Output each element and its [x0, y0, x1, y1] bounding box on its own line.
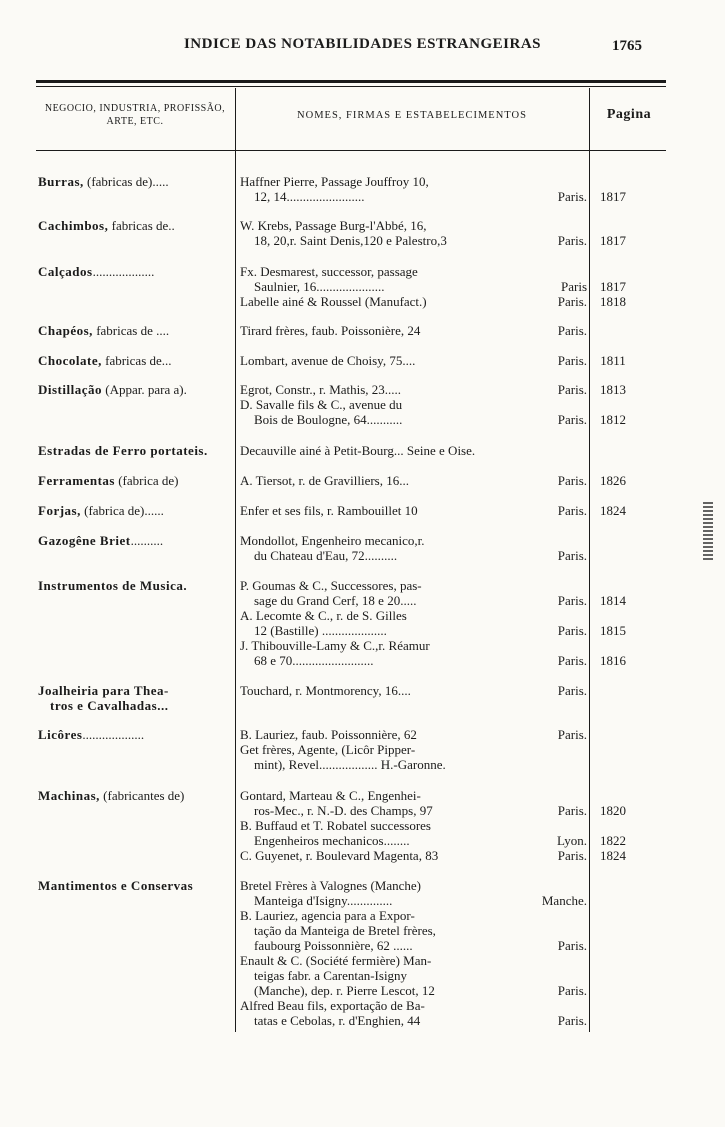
- entry-name-line: Haffner Pierre, Passage Jouffroy 10,: [240, 174, 429, 189]
- entry-page-number: 1824: [600, 848, 626, 863]
- entry-name-line: Saulnier, 16.....................: [254, 279, 385, 294]
- entry-name-line: Tirard frères, faub. Poissonière, 24: [240, 323, 421, 338]
- entry-name-line: Enfer et ses fils, r. Rambouillet 10: [240, 503, 418, 518]
- entry-city: Paris.: [557, 473, 587, 488]
- category-name: Estradas de Ferro portateis.: [38, 443, 208, 458]
- entry-page-number: 1817: [600, 189, 626, 204]
- entry-page-number: 1824: [600, 503, 626, 518]
- category-name: Gazogêne Briet: [38, 533, 131, 548]
- entry-category: [38, 878, 234, 893]
- entry-name-line: mint), Revel.................. H.-Garonne.: [254, 757, 446, 772]
- entry-category: [38, 683, 234, 698]
- entry-city: Paris.: [557, 938, 587, 953]
- entry-category: [38, 727, 234, 742]
- entry-category: [38, 788, 234, 803]
- category-name: Joalheiria para Thea-: [38, 683, 169, 698]
- entry-name-line: ros-Mec., r. N.-D. des Champs, 97: [254, 803, 433, 818]
- entry-page-number: 1814: [600, 593, 626, 608]
- entry-name-line: Egrot, Constr., r. Mathis, 23.....: [240, 382, 402, 397]
- entry-page-number: 1811: [600, 353, 626, 368]
- entry-category: [38, 533, 234, 548]
- entry-name-line: B. Lauriez, faub. Poissonnière, 62: [240, 727, 417, 742]
- entry-city: Lyon.: [557, 833, 587, 848]
- entry-name-line: C. Guyenet, r. Boulevard Magenta, 83: [240, 848, 439, 863]
- entry-category: [38, 578, 234, 593]
- entry-category: [38, 174, 234, 189]
- category-name: Chapéos,: [38, 323, 93, 338]
- entry-name-line: 12, 14........................: [254, 189, 365, 204]
- category-name: Instrumentos de Musica.: [38, 578, 188, 593]
- category-detail: (fabricantes de): [99, 788, 185, 803]
- entry-city: Paris.: [557, 233, 587, 248]
- entry-name-line: sage du Grand Cerf, 18 e 20.....: [254, 593, 417, 608]
- entry-city: Paris.: [557, 353, 587, 368]
- entry-name-line: Bois de Boulogne, 64...........: [254, 412, 403, 427]
- entry-category: [38, 264, 234, 279]
- entry-city: Paris.: [557, 727, 587, 742]
- category-name: Burras,: [38, 174, 84, 189]
- entry-name-line: Gontard, Marteau & C., Engenhei-: [240, 788, 421, 803]
- entry-name-line: W. Krebs, Passage Burg-l'Abbé, 16,: [240, 218, 427, 233]
- entry-city: Paris.: [557, 503, 587, 518]
- entry-category: [38, 218, 234, 233]
- ink-smudge: [703, 500, 713, 560]
- category-detail: fabricas de ....: [92, 323, 170, 338]
- column-divider-1: [235, 88, 236, 1032]
- entry-name-line: Enault & C. (Société fermière) Man-: [240, 953, 432, 968]
- entry-page-number: 1816: [600, 653, 626, 668]
- category-detail: fabricas de...: [101, 353, 172, 368]
- entry-city: Paris.: [557, 189, 587, 204]
- entry-page-number: 1826: [600, 473, 626, 488]
- entry-name-line: teigas fabr. a Carentan-Isigny: [254, 968, 408, 983]
- entry-city: Paris.: [557, 653, 587, 668]
- entry-city: Paris.: [557, 412, 587, 427]
- entry-category: [38, 323, 234, 338]
- category-detail: (fabricas de).....: [83, 174, 169, 189]
- entry-name-line: Manteiga d'Isigny..............: [254, 893, 393, 908]
- entry-name-line: (Manche), dep. r. Pierre Lescot, 12: [254, 983, 435, 998]
- entry-name-line: D. Savalle fils & C., avenue du: [240, 397, 403, 412]
- category-detail: (fabrica de): [114, 473, 179, 488]
- entry-name-line: P. Goumas & C., Successores, pas-: [240, 578, 422, 593]
- entry-name-line: B. Buffaud et T. Robatel successores: [240, 818, 431, 833]
- entry-name-line: A. Lecomte & C., r. de S. Gilles: [240, 608, 407, 623]
- entry-page-number: 1813: [600, 382, 626, 397]
- entry-city: Paris.: [557, 848, 587, 863]
- entry-page-number: 1817: [600, 279, 626, 294]
- entry-city: Paris.: [557, 294, 587, 309]
- entry-city: Paris.: [557, 683, 587, 698]
- entry-page-number: 1822: [600, 833, 626, 848]
- entry-name-line: 68 e 70.........................: [254, 653, 374, 668]
- category-name: Chocolate,: [38, 353, 102, 368]
- header-rule-thin: [36, 86, 666, 87]
- entry-city: Paris.: [557, 983, 587, 998]
- entry-name-line: Touchard, r. Montmorency, 16....: [240, 683, 411, 698]
- page-title: INDICE DAS NOTABILIDADES ESTRANGEIRAS: [183, 36, 542, 52]
- category-name: Forjas,: [38, 503, 81, 518]
- entry-city: Paris.: [557, 1013, 587, 1028]
- entry-name-line: Fx. Desmarest, successor, passage: [240, 264, 418, 279]
- entry-page-number: 1817: [600, 233, 626, 248]
- entry-name-line: 12 (Bastille) ....................: [254, 623, 387, 638]
- entry-page-number: 1818: [600, 294, 626, 309]
- category-name: Ferramentas: [38, 473, 115, 488]
- entry-category: [38, 353, 234, 368]
- entry-name-line: 18, 20,r. Saint Denis,120 e Palestro,3: [254, 233, 447, 248]
- entry-city: Paris: [561, 279, 587, 294]
- entry-category: [38, 443, 234, 458]
- entry-name-line: J. Thibouville-Lamy & C.,r. Réamur: [240, 638, 430, 653]
- column-header-trade: NEGOCIO, INDUSTRIA, PROFISSÃO, ARTE, ETC.: [44, 103, 226, 127]
- entry-city: Manche.: [541, 893, 587, 908]
- category-name: Machinas,: [38, 788, 100, 803]
- entry-city: Paris.: [557, 323, 587, 338]
- entry-page-number: 1812: [600, 412, 626, 427]
- entry-category: [38, 382, 234, 397]
- entry-name-line: tação da Manteiga de Bretel frères,: [254, 923, 436, 938]
- category-detail: fabricas de..: [108, 218, 175, 233]
- entry-name-line: B. Lauriez, agencia para a Expor-: [240, 908, 415, 923]
- entry-name-line: Decauville ainé à Petit-Bourg... Seine e Oise.: [240, 443, 476, 458]
- category-detail: (Appar. para a).: [102, 382, 187, 397]
- entry-city: Paris.: [557, 382, 587, 397]
- entry-name-line: tatas e Cebolas, r. d'Enghien, 44: [254, 1013, 421, 1028]
- column-header-names: NOMES, FIRMAS E ESTABELECIMENTOS: [297, 110, 527, 121]
- category-detail: ...................: [92, 264, 155, 279]
- category-name: Cachimbos,: [38, 218, 109, 233]
- category-detail: ...................: [82, 727, 145, 742]
- entry-name-line: Engenheiros mechanicos........: [254, 833, 410, 848]
- entry-page-number: 1815: [600, 623, 626, 638]
- column-header-page: Pagina: [606, 107, 652, 122]
- entry-category: [38, 503, 234, 518]
- category-name: Mantimentos e Conservas: [38, 878, 194, 893]
- entry-name-line: faubourg Poissonnière, 62 ......: [254, 938, 413, 953]
- entry-name-line: Lombart, avenue de Choisy, 75....: [240, 353, 416, 368]
- entry-city: Paris.: [557, 593, 587, 608]
- entry-name-line: du Chateau d'Eau, 72..........: [254, 548, 398, 563]
- entry-name-line: Labelle ainé & Roussel (Manufact.): [240, 294, 427, 309]
- entry-page-number: 1820: [600, 803, 626, 818]
- entry-name-line: Mondollot, Engenheiro mecanico,r.: [240, 533, 425, 548]
- entry-city: Paris.: [557, 548, 587, 563]
- entry-name-line: Get frères, Agente, (Licôr Pipper-: [240, 742, 416, 757]
- entry-name-line: Bretel Frères à Valognes (Manche): [240, 878, 421, 893]
- entry-city: Paris.: [557, 623, 587, 638]
- category-detail: ..........: [130, 533, 164, 548]
- header-rule-thick: [36, 80, 666, 83]
- category-name: Calçados: [38, 264, 93, 279]
- entry-name-line: A. Tiersot, r. de Gravilliers, 16...: [240, 473, 409, 488]
- entry-city: Paris.: [557, 803, 587, 818]
- entry-category-cont: tros e Cavalhadas...: [50, 698, 169, 713]
- column-header-rule: [36, 150, 666, 151]
- entry-category: [38, 473, 234, 488]
- category-name: Distillação: [38, 382, 102, 397]
- category-name: Licôres: [38, 727, 83, 742]
- page-number: 1765: [612, 38, 642, 54]
- category-detail: (fabrica de)......: [80, 503, 164, 518]
- entry-name-line: Alfred Beau fils, exportação de Ba-: [240, 998, 425, 1013]
